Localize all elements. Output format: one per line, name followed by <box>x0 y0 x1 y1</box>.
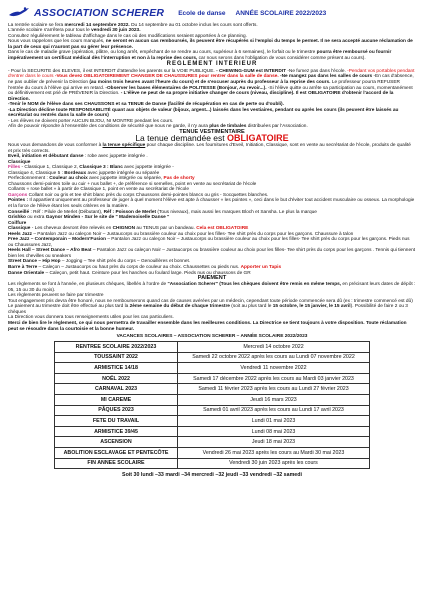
intro-text: Consultez régulièrement le tableau d'affichage dans le cas où des modifications seraient apportées à ce planning. <box>8 33 247 39</box>
paiement-text: en précisant leurs dates de dépôt : 05, 15 ou 30 du mois). <box>8 282 416 293</box>
document-header <box>8 4 416 22</box>
tenue-text: Collants « rose ballet » à partir de Classique 1, point en vente au secrétariat de l'école <box>8 187 189 193</box>
rules-text: -En cas d'absence, ne pas oublier de prévenir la Direction <box>8 74 414 85</box>
rules-text: Le professeur pourra REFUSER l'entrée du cours à l'élève qui arrive en retard. <box>8 79 400 91</box>
table-row <box>55 395 370 406</box>
rules-paragraph <box>8 69 416 102</box>
intro-section <box>8 23 416 62</box>
rules-text: -Ne fumez pas dans l'école. <box>286 68 348 74</box>
table-row <box>55 426 370 437</box>
tenue-text: Conseillé <box>8 209 30 215</box>
rules-heading: REGLEMENT INTERIEUR <box>166 61 258 68</box>
tenue-obligatoire-word: OBLIGATOIRE <box>227 133 289 144</box>
intro-text: mercredi 14 septembre 2022. <box>64 22 130 28</box>
rules-text: -La Direction décline toute RESPONSABILITÉ quant aux objets de valeur (bijoux, argent...) laissés dans les vestiaires, pendant ou après les cours (ils peuvent être laissés au secrétariat ou rentrés dans la salle de cours) <box>8 107 399 119</box>
holiday-name: PÂQUES 2023 <box>55 405 178 416</box>
rules-text: -Si l'élève quitte ou arrête sa participation au cours, momentanément ou définitivement est prié de PRÉVENIR la Direction. <box>8 85 413 97</box>
holiday-name: NOËL 2022 <box>55 373 178 384</box>
tenue-text: Nous vous demandons de vous conformer à <box>8 142 103 148</box>
rules-text: - CHEWING-GUM est INTERDIT <box>216 68 286 74</box>
tenue-text: – Caleçon – Justaucorps ou haut près du corps de couleur au choix. Chaussettes ou pieds nus. <box>37 265 241 271</box>
paiement-text: "Association Scherer" (Tous les chèques doivent être remis en même temps, <box>167 282 342 288</box>
tenue-text: Classique 4, Classique 5 : <box>8 170 65 176</box>
vacances-table <box>54 341 370 469</box>
table-row <box>55 342 370 353</box>
tenue-text: Chaussons demi-pointes toile ou cuir + nus ballet +, de préférence si semelles, point en vente au secrétariat de l'école <box>8 181 257 187</box>
tenue-text: CHIGNON <box>112 226 136 232</box>
tenue-text: - Classique 1, Classique 2, <box>20 165 80 171</box>
holiday-name: MI CAREME <box>55 395 178 406</box>
holiday-dates: Vendredi 30 juin 2023 après les cours <box>178 458 370 469</box>
dancer-logo-icon <box>8 6 30 20</box>
rules-paragraph <box>8 108 416 119</box>
paiement-text: Le paiement au trimestre doit être effectué au plus tard la <box>8 304 130 310</box>
tenue-section <box>8 143 416 276</box>
rules-text: - L'élève ne peut de sa propre initiative changer de cours (niveau, discipline). Il est OBLIGATOIRE d'obtenir l'accord de la Direction. <box>8 91 394 102</box>
intro-text: vendredi 30 juin 2023. <box>91 28 141 34</box>
rules-text: (au moins trois heures avant l'heure du cours) et de s'excuser auprès du professeur à la reprise des cours. <box>89 79 331 85</box>
tenue-text: Cela est OBLIGATOIRE <box>196 226 249 232</box>
tenue-text: (Tous niveaux), mais aussi les marques Bloch et Sansha. Le plus la marque <box>156 209 317 215</box>
table-row <box>55 448 370 459</box>
paiement-text: 2ème semaine du début de chaque trimestre <box>129 304 230 310</box>
holiday-name: TOUSSAINT 2022 <box>55 352 178 363</box>
brand-name: ASSOCIATION SCHERER <box>34 7 165 19</box>
days-count-footer: Soit 30 lundi –33 mardi –34 mercredi –32 jeudi –33 vendredi –32 samedi <box>122 472 302 479</box>
tenue-text: Couleur au choix <box>49 176 88 182</box>
tenue-text: Garçons <box>8 192 28 198</box>
tenue-text: : Réf : Pilule de Merlet (Débutant), <box>29 209 104 215</box>
tenue-text: Collant noir ou gris et tee shirt blanc près du corps Chaussons demi-pointes blancs ou gris - Socquettes blanches. <box>27 192 269 198</box>
paiement-text: Les règlements peuvent se faire par trimestre <box>8 293 104 299</box>
tenue-text: Il appartient uniquement au professeur de juger à quel moment l'élève est apte à chausser « les pointes », ceci dans le but d'éviter tout accident musculaire ou osseux. La morphologie et la force de l'élève étant les seuls critères en la matière. <box>8 198 415 209</box>
intro-text: La rentrée scolaire se fera <box>8 22 65 28</box>
tenue-text: avec juppette intégrée ou séparée, <box>87 176 164 182</box>
intro-text: Du 14 septembre au 01 octobre inclus les cours sont offerts. <box>129 22 258 28</box>
tenue-text: Filles <box>8 165 21 171</box>
intro-paragraph <box>8 39 416 50</box>
holiday-name: FIN ANNEE SCOLAIRE <box>55 458 178 469</box>
table-row <box>55 373 370 384</box>
paiement-text: Tout engagement pris devra être honoré, nous ne rembourserons quand cas de causes avérées par un médecin, cependant toute période commencée sera dû (ex : trimestre commencé est dû) <box>8 298 413 304</box>
paiement-paragraph <box>8 321 416 332</box>
holiday-dates: Jeudi 18 mai 2023 <box>178 437 370 448</box>
tenue-text: Heels Hall – Street Dance – Afro Beat <box>8 248 92 254</box>
paiement-paragraph <box>8 282 416 293</box>
tenue-text: : robe avec juppette intégrée . <box>83 154 148 160</box>
intro-text: Nous vous rappelons que les cours manqués, <box>8 39 106 45</box>
paiement-text: 15 octobre, le 15 janvier, le 15 avril <box>272 304 351 310</box>
holiday-dates: Samedi 01 avril 2023 après les cours au Lundi 17 avril 2023 <box>178 405 370 416</box>
paiement-text: (soit au plus tard le <box>229 304 273 310</box>
holiday-dates: Samedi 17 décembre 2022 après les cours au Mardi 03 janvier 2023 <box>178 373 370 384</box>
intro-text: Dans le cas de maladie grave (opération, plâtre, ou long arrêt, empêchant de se rendre au cours, supérieur à 6 semaines), le forfait ou le trimestre <box>8 50 317 56</box>
rules-text: -Tenir le NOM de l'élève dans ses CHAUSSONS et sa TENUE de Danse (facilité de récupération en cas de perte ou d'oubli). <box>8 102 284 108</box>
holiday-dates: Lundi 01 mai 2023 <box>178 416 370 427</box>
tenue-text: Pointes : <box>8 198 29 204</box>
rules-text: distribuées par l'Association. <box>246 124 308 130</box>
intro-text: ne seront en aucun cas remboursés, ils peuvent être récupérés si l'emploi du temps le permet. Il ne sera accepté aucune réclamation de la part de ceux qui n'auront pas su gérer leur présence. <box>8 39 413 50</box>
rules-text: -Vous devez OBLIGATOIREMENT CHANGER DE CHAUSSURES pour rentrer dans la salle de danse. <box>54 74 279 80</box>
tenue-text: Grishko <box>8 215 26 221</box>
document-body <box>8 23 416 333</box>
tenue-text: Danse Orientale <box>8 270 45 276</box>
rules-text: - Pour la SECURITE des ELEVES, il est INTERDIT d'attendre les parents sur la VOIE PUBLIQUE. <box>8 68 217 74</box>
tenue-paragraph <box>8 143 416 154</box>
holiday-name: FETE DU TRAVAIL <box>55 416 178 427</box>
tenue-text: Heels Jazz <box>8 231 33 237</box>
tenue-text: – Pantalon Jazz ou caleçon Noir – Justaucorps ou brassière couleur au choix pour les filles- Tee shirt près du corps pour les garçons . Tennis qui tiennent bien les chevilles ou sneakers <box>8 248 416 259</box>
tenue-text: la tenue spécifique <box>102 142 146 148</box>
holiday-name: RENTREE SCOLAIRE 2022/2023 <box>55 342 178 353</box>
table-row <box>55 458 370 469</box>
table-row <box>55 405 370 416</box>
tenue-text: - Les cheveux devront être relevés en <box>30 226 113 232</box>
table-row <box>55 363 370 374</box>
tenue-text: Classique <box>8 159 31 165</box>
paiement-text: La Direction vous donnera tous renseignements utiles pour les cas particuliers. <box>8 315 174 321</box>
tenue-text: avec juppette intégrée - <box>122 165 174 171</box>
tenue-text: Classique 3 : Blanc <box>79 165 123 171</box>
holiday-dates: Vendredi 11 novembre 2022 <box>178 363 370 374</box>
tenue-text: Eveil, initiation et débutant danse <box>8 154 84 160</box>
school-subtitle: Ecole de danse <box>178 9 226 17</box>
paiement-paragraph <box>8 304 416 315</box>
paiement-section <box>8 282 416 332</box>
tenue-text: – Caleçon, petit haut. Ceinture pour les hanches ou foulard large. Pieds nus ou chaussons de GR <box>44 270 251 276</box>
paiement-heading: PAIEMENT <box>197 275 227 282</box>
tenue-text: - Sur le site de " Mademoiselle Danse " <box>81 215 170 221</box>
holiday-dates: Lundi 08 mai 2023 <box>178 426 370 437</box>
holiday-dates: Vendredi 26 mai 2023 après les cours au Mardi 30 mai 2023 <box>178 448 370 459</box>
paiement-text: ). Possibilité de faire 2 ou 3 chèques <box>8 304 408 315</box>
rules-text: plus de timbales <box>209 124 247 130</box>
tenue-text: – Pantalon Jazz ou caleçon Noir – Justaucorps ou brassière couleur au choix pour les filles- Tee shirt près du corps pour les garçons. Chaussure à talon <box>32 231 354 237</box>
table-row <box>55 416 370 427</box>
tenue-text: avec juppette intégrée ou séparée <box>86 170 160 176</box>
holiday-dates: Samedi 11 février 2023 après les cours au Lundi 27 février 2023 <box>178 384 370 395</box>
tenue-obligatoire-prefix: La tenue demandée est <box>135 133 227 144</box>
tenue-text: ou extra <box>25 215 46 221</box>
intro-paragraph <box>8 50 416 61</box>
vacances-title: VACANCES SCOLAIRES – ASSOCIATION SCHERER – ANNÉE SCOLAIRE 2022/2023 <box>116 334 308 340</box>
intro-text: L'année scolaire s'arrêtera pour tous le <box>8 28 92 34</box>
tenue-text: Bordeaux <box>64 170 87 176</box>
tenue-text: Pas de shorty <box>163 176 195 182</box>
tenue-text: au TENUS par un bandeau. <box>135 226 197 232</box>
paiement-text: Les règlements se font à l'année, en plusieurs chèques, libellés à l'ordre de <box>8 282 168 288</box>
tenue-text: – Jogging – Tee shirt près du corps – Genouillères et bonnet. <box>60 259 191 265</box>
holiday-name: ARMISTICE 39/45 <box>55 426 178 437</box>
holiday-name: ABOLITION ESCLAVAGE ET PENTECÔTE <box>55 448 178 459</box>
rules-text: -Ne mangez pas dans les salles de cours <box>280 74 373 80</box>
holiday-name: ARMISTICE 14/18 <box>55 363 178 374</box>
tenue-paragraph <box>8 237 416 248</box>
school-year: ANNÉE SCOLAIRE 2022/2023 <box>235 9 327 17</box>
tenue-text: Free Jazz – Contemporain – Modern'Fusion <box>8 237 106 243</box>
tenue-text: Classique <box>8 226 31 232</box>
tenue-text: Street Dance – Hip Hop <box>8 259 61 265</box>
tenue-text: Coiffure <box>8 220 27 226</box>
rules-text: -Pendant vos portables pendant d'entrer dans le cours <box>8 68 415 80</box>
rules-text: - Les élèves ne doivent porter AUCUN BIJOU, NI MONTRE pendant les cours. <box>8 118 174 124</box>
holiday-name: CARNAVAL 2023 <box>55 384 178 395</box>
tenue-text: Réf : Poisson de Merlet <box>103 209 157 215</box>
tenue-text: – Pantalon Jazz ou caleçon Noir – Justaucorps ou brassière couleur au choix pour les filles- Tee shirt près du corps pour les garçons. Pieds nus ou Chaussures Jazz, <box>8 237 410 248</box>
tenue-text: Perfectionnement : <box>8 176 50 182</box>
rules-section <box>8 69 416 130</box>
intro-text: pourra être remboursé ou fournir impérativement un certificat médical dès l'interruption et non à la reprise des cours, <box>8 50 392 61</box>
rules-text: Afin de pouvoir répondre à l'ensemble des conditions de sécurité que nous ne garde, il n'y aura <box>8 124 210 130</box>
holiday-dates: Jeudi 16 mars 2023 <box>178 395 370 406</box>
tenue-text: Barre à Terre <box>8 265 38 271</box>
intro-text: car nous serons dans l'obligation de vous considérer comme présent au cours). <box>197 55 366 61</box>
paiement-text: Merci de bien lire le règlement, ce qui nous permettra de travailler ensemble dans les meilleures conditions. La Directrice se tient toujours à votre disposition. Toute réclamation peut se résoudre dans la courtoisie et la bonne humeur. <box>8 320 407 332</box>
holiday-dates: Samedi 22 octobre 2022 après les cours au Lundi 07 novembre 2022 <box>178 352 370 363</box>
tenue-text: pour chaque discipline. Les fournitures d'Eveil, Initiation, Classique, sont en vente au secrétariat de l'école, produits de qualité et prix très corrects. <box>8 142 411 154</box>
table-row <box>55 352 370 363</box>
tenue-text: Gaynor Minden <box>45 215 81 221</box>
tenue-obligatoire-line <box>8 133 416 144</box>
tenue-paragraph <box>8 248 416 259</box>
tenue-heading: TENUE VESTIMENTAIRE <box>179 128 245 135</box>
holiday-dates: Mercredi 14 octobre 2022 <box>178 342 370 353</box>
rules-text: -Observer les bases élémentaires de POLITESSE (Bonjour, Au revoir...). <box>105 85 267 91</box>
table-row <box>55 437 370 448</box>
holiday-name: ASCENSION <box>55 437 178 448</box>
table-row <box>55 384 370 395</box>
tenue-text: Apporter un Tapis <box>240 265 282 271</box>
tenue-paragraph <box>8 198 416 209</box>
